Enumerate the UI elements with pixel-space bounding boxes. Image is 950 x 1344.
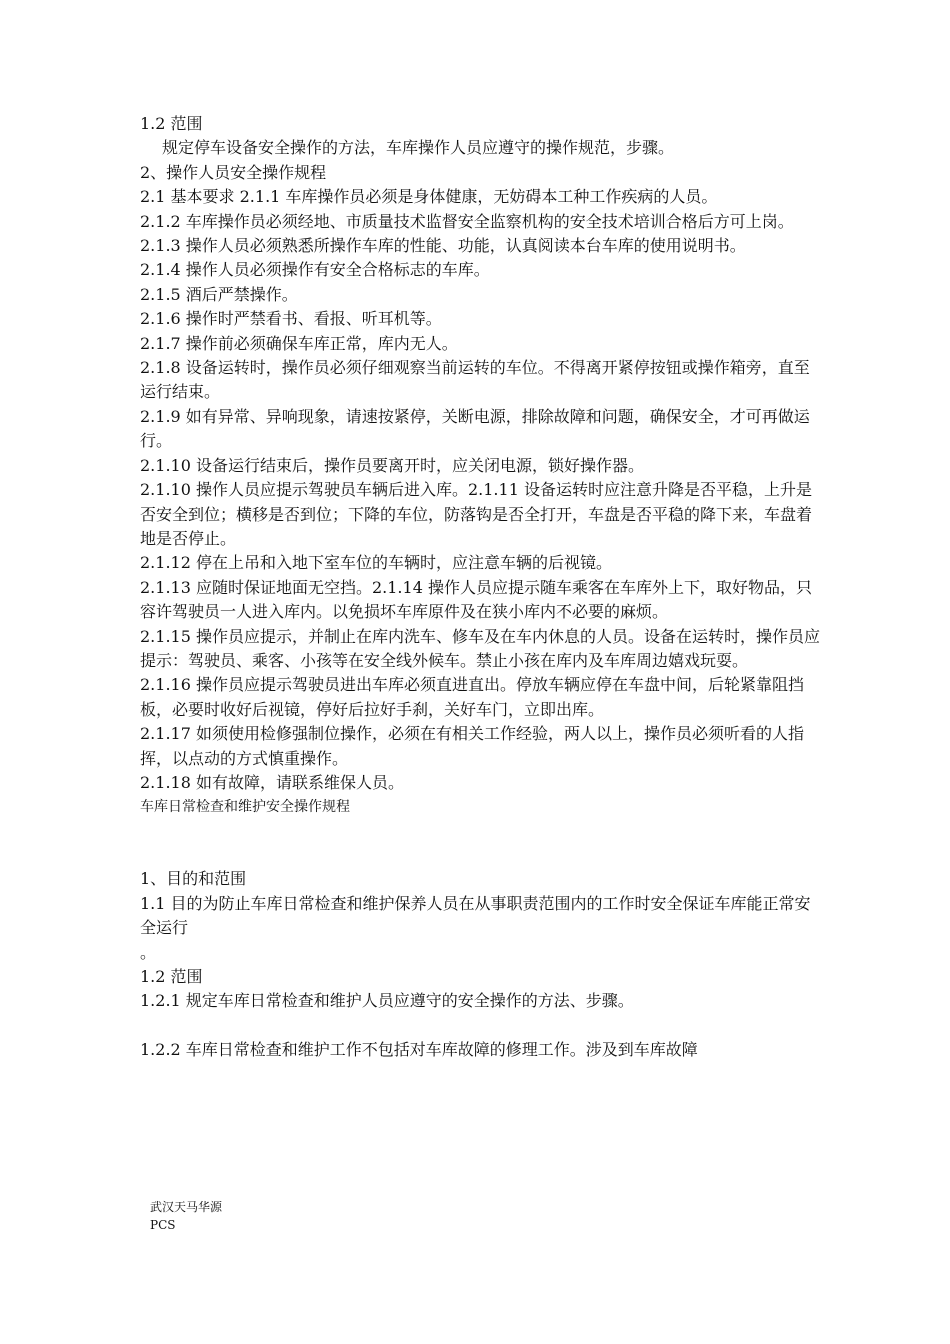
paragraph: 1.2.2 车库日常检查和维护工作不包括对车库故障的修理工作。涉及到车库故障 <box>140 1039 698 1059</box>
footer <box>150 1198 222 1234</box>
paragraph: 2.1.5 酒后严禁操作。 <box>140 284 298 304</box>
paragraph: 2.1.10 设备运行结束后，操作员要离开时，应关闭电源，锁好操作器。 <box>140 455 644 475</box>
paragraph: 2、操作人员安全操作规程 <box>140 162 327 182</box>
spacer <box>140 1014 820 1038</box>
footer-code: PCS <box>150 1218 176 1232</box>
paragraph: 。 <box>140 942 157 962</box>
paragraph: 2.1 基本要求 2.1.1 车库操作员必须是身体健康，无妨碍本工种工作疾病的人员。 <box>140 187 718 207</box>
section-title: 车库日常检查和维护安全操作规程 <box>140 799 350 816</box>
spacer <box>140 819 820 867</box>
paragraph: 2.1.6 操作时严禁看书、看报、听耳机等。 <box>140 309 442 329</box>
paragraph: 2.1.7 操作前必须确保车库正常，库内无人。 <box>140 333 458 353</box>
paragraph: 2.1.13 应随时保证地面无空挡。2.1.14 操作人员应提示随车乘客在车库外上下，取好物品，只容许驾驶员一人进入库内。以免损坏车库原件及在狭小库内不必要的麻烦。 <box>140 577 812 622</box>
paragraph: 1.2 范围 <box>140 114 203 133</box>
paragraph: 2.1.2 车库操作员必须经地、市质量技术监督安全监察机构的安全技术培训合格后方可上岗。 <box>140 211 794 231</box>
paragraph: 2.1.8 设备运转时，操作员必须仔细观察当前运转的车位。不得离开紧停按钮或操作箱旁，直至运行结束。 <box>140 358 810 402</box>
paragraph: 2.1.4 操作人员必须操作有安全合格标志的车库。 <box>140 260 490 280</box>
paragraph: 2.1.10 操作人员应提示驾驶员车辆后进入库。2.1.11 设备运转时应注意升降是否平稳，上升是否安全到位；横移是否到位；下降的车位，防落钩是否全打开，车盘是否平稳的降下来，车盘着地是否停止。 <box>140 480 813 548</box>
paragraph: 2.1.15 操作员应提示，并制止在库内洗车、修车及在车内休息的人员。设备在运转时，操作员应提示：驾驶员、乘客、小孩等在安全线外候车。禁止小孩在库内及车库周边嬉戏玩耍。 <box>140 626 820 670</box>
footer-company: 武汉天马华源 <box>150 1200 223 1214</box>
paragraph: 2.1.16 操作员应提示驾驶员进出车库必须直进直出。停放车辆应停在车盘中间，后轮紧靠阻挡板，必要时收好后视镜，停好后拉好手刹，关好车门，立即出库。 <box>140 675 804 719</box>
paragraph: 2.1.17 如须使用检修强制位操作，必须在有相关工作经验，两人以上，操作员必须听看的人指挥，以点动的方式慎重操作。 <box>140 724 804 768</box>
paragraph: 1、目的和范围 <box>140 869 247 889</box>
paragraph: 1.2.1 规定车库日常检查和维护人员应遵守的安全操作的方法、步骤。 <box>140 991 634 1011</box>
paragraph: 2.1.12 停在上吊和入地下室车位的车辆时，应注意车辆的后视镜。 <box>140 553 612 573</box>
paragraph: 规定停车设备安全操作的方法，车库操作人员应遵守的操作规范，步骤。 <box>162 138 675 158</box>
paragraph: 1.2 范围 <box>140 967 203 986</box>
paragraph: 1.1 目的为防止车库日常检查和维护保养人员在从事职责范围内的工作时安全保证车库能正常安全运行 <box>140 893 811 938</box>
paragraph: 2.1.18 如有故障，请联系维保人员。 <box>140 772 404 792</box>
paragraph: 2.1.3 操作人员必须熟悉所操作车库的性能、功能，认真阅读本台车库的使用说明书。 <box>140 236 746 256</box>
paragraph: 2.1.9 如有异常、异响现象，请速按紧停，关断电源，排除故障和问题，确保安全，才可再做运行。 <box>140 406 810 451</box>
document-body <box>140 112 820 1062</box>
